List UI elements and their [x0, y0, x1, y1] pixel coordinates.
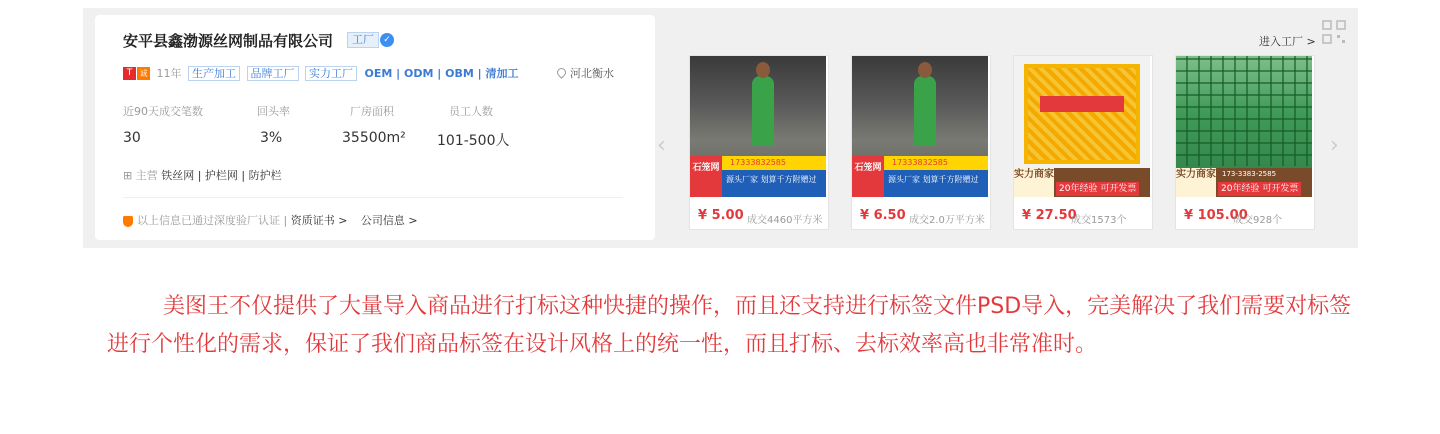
tag-strength-factory: 实力工厂	[305, 66, 357, 81]
product-sold: 成交928个	[1233, 215, 1283, 226]
verified-icon: ✓	[380, 33, 394, 47]
verification-row: 以上信息已通过深度验厂认证 | 资质证书 > 公司信息 >	[123, 212, 418, 228]
overlay-badge: 实力商家	[1014, 168, 1054, 197]
overlay-slogan: 源头厂家 划算千方附赠过	[726, 175, 817, 184]
product-price: ¥ 27.50	[1022, 208, 1077, 223]
main-business-value: 铁丝网 | 护栏网 | 防护栏	[161, 169, 282, 182]
product-card[interactable]	[689, 55, 829, 230]
review-paragraph	[107, 288, 1367, 364]
grid-icon: ⊞	[123, 169, 133, 182]
product-sold: 成交4460平方米	[747, 215, 823, 226]
shield-icon	[123, 216, 133, 227]
overlay-number: 173-3383-2585	[1222, 170, 1277, 178]
verified-text: 以上信息已通过深度验厂认证	[137, 214, 280, 227]
product-card[interactable]	[851, 55, 991, 230]
stat-value-return-rate: 3%	[260, 130, 283, 146]
carousel-next-icon[interactable]: ›	[1330, 133, 1339, 158]
main-business-row	[123, 167, 282, 183]
company-info-link[interactable]: 公司信息 >	[360, 214, 418, 227]
overlay-badge: 实力商家	[1176, 168, 1216, 197]
tmall-logo-icon: T	[123, 67, 136, 80]
tag-brand-factory: 品牌工厂	[247, 66, 299, 81]
overlay-number: 17333832585	[852, 156, 988, 170]
stat-label-orders: 近90天成交笔数	[123, 105, 203, 118]
review-text: 美图王不仅提供了大量导入商品进行打标这种快捷的操作，而且还支持进行标签文件PSD导入，完美解决了我们需要对标签进行个性化的需求，保证了我们商品标签在设计风格上的统一性，而且打标、去标效率高也非常准时。	[107, 294, 1352, 357]
overlay-number: 17333832585	[690, 156, 826, 170]
years-in-business: 11年	[156, 67, 182, 80]
overlay-slogan: 20年经验 可开发票	[1056, 182, 1139, 196]
qr-code-icon[interactable]	[1322, 20, 1346, 44]
product-card[interactable]	[1013, 55, 1153, 230]
stat-value-orders: 30	[123, 130, 141, 146]
main-business-label: 主营	[135, 169, 158, 182]
product-image[interactable]	[1176, 56, 1312, 197]
location-pin-icon	[555, 66, 568, 79]
stat-value-area: 35500m²	[342, 130, 406, 146]
stat-label-staff: 员工人数	[449, 105, 493, 118]
enter-factory-link[interactable]: 进入工厂 >	[1259, 35, 1316, 48]
product-sold: 成交2.0万平方米	[909, 215, 985, 226]
product-price: ¥ 5.00	[698, 208, 744, 223]
certificate-link[interactable]: 资质证书 >	[290, 214, 348, 227]
stat-label-area: 厂房面积	[350, 105, 394, 118]
integrity-badge-icon: 诚	[137, 67, 150, 80]
overlay-slogan: 20年经验 可开发票	[1218, 182, 1301, 196]
location-text: 河北衡水	[570, 67, 614, 80]
factory-tag: 工厂	[347, 32, 379, 48]
product-image[interactable]	[852, 56, 988, 197]
tag-production: 生产加工	[188, 66, 240, 81]
divider	[123, 197, 623, 198]
product-card[interactable]	[1175, 55, 1315, 230]
carousel-prev-icon[interactable]: ‹	[657, 133, 666, 158]
product-image[interactable]	[1014, 56, 1150, 197]
overlay-slogan: 源头厂家 划算千方附赠过	[888, 175, 979, 184]
product-sold: 成交1573个	[1071, 215, 1127, 226]
company-tags-row	[123, 65, 518, 81]
stat-label-return-rate: 回头率	[257, 105, 290, 118]
stat-value-staff: 101-500人	[437, 133, 510, 149]
overlay-badge: 石笼网	[852, 156, 884, 197]
location	[557, 65, 614, 81]
company-name[interactable]: 安平县鑫渤源丝网制品有限公司	[123, 32, 334, 50]
overlay-badge: 石笼网	[690, 156, 722, 197]
product-image[interactable]	[690, 56, 826, 197]
product-price: ¥ 6.50	[860, 208, 906, 223]
oem-tags: OEM | ODM | OBM | 清加工	[364, 67, 519, 80]
company-info-card	[95, 15, 655, 240]
product-price: ¥ 105.00	[1184, 208, 1248, 223]
